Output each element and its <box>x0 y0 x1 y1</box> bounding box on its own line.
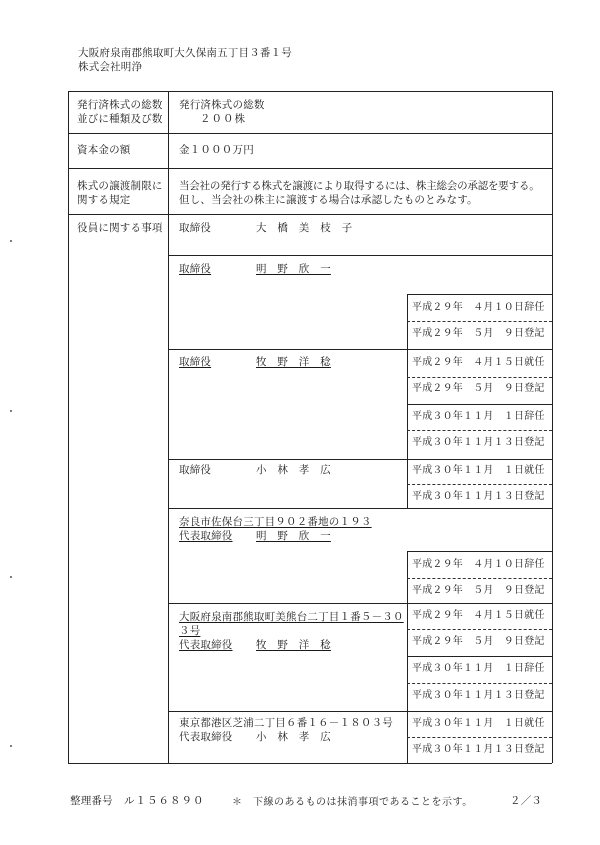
officer-title: 取締役 <box>179 464 212 476</box>
representative-address: 東京都港区芝浦二丁目６番１６－１８０３号 <box>179 717 393 729</box>
shares-label-line2: 並びに種類及び数 <box>77 113 163 125</box>
capital-value: 金１０００万円 <box>179 144 254 156</box>
scan-speck <box>10 745 12 747</box>
representative-title: 代表取締役 <box>179 731 233 743</box>
officer-date: 平成２９年 ４月１０日辞任 <box>412 302 545 313</box>
reference-number: ル１５６８９０ <box>124 795 205 807</box>
representative-name: 明 野 欣 一 <box>256 530 331 542</box>
officer-title: 取締役 <box>179 356 212 368</box>
representative-date: 平成２９年 ５月 ９日登記 <box>412 585 545 596</box>
officer-date: 平成２９年 ５月 ９日登記 <box>412 383 545 394</box>
company-name: 株式会社明浄 <box>78 61 143 73</box>
representative-date: 平成３０年１１月１３日登記 <box>412 744 545 755</box>
officer-title: 取締役 <box>179 222 212 234</box>
transfer-value-line2: 但し、当会社の株主に譲渡する場合は承認したものとみなす。 <box>179 194 478 206</box>
officer-name: 大 橋 美 枝 子 <box>256 222 353 234</box>
officer-date: 平成２９年 ４月１５日就任 <box>412 357 545 368</box>
representative-date: 平成３０年１１月 １日就任 <box>412 718 545 729</box>
officer-date: 平成３０年１１月１３日登記 <box>412 491 545 502</box>
officer-name: 小 林 孝 広 <box>256 464 331 476</box>
scan-speck <box>10 410 12 412</box>
representative-date: 平成２９年 ４月１５日就任 <box>412 610 545 621</box>
officer-date: 平成３０年１１月 １日就任 <box>412 465 545 476</box>
shares-label-line1: 発行済株式の総数 <box>77 99 163 111</box>
scan-speck <box>10 240 12 242</box>
representative-title: 代表取締役 <box>179 530 233 542</box>
strike-note: ＊ 下線のあるものは抹消事項であることを示す。 <box>232 797 473 808</box>
reference-label: 整理番号 <box>70 795 113 807</box>
representative-address-cont: ３号 <box>179 625 201 637</box>
officer-name: 牧 野 洋 稔 <box>256 356 331 368</box>
representative-title: 代表取締役 <box>179 639 233 651</box>
officer-date: 平成３０年１１月 １日辞任 <box>412 411 545 422</box>
shares-value-line2: ２００株 <box>200 113 246 125</box>
representative-date: 平成２９年 ５月 ９日登記 <box>412 636 545 647</box>
scan-speck <box>10 576 12 578</box>
officers-label: 役員に関する事項 <box>77 222 163 234</box>
company-address: 大阪府泉南郡熊取町大久保南五丁目３番１号 <box>78 47 292 59</box>
officer-title: 取締役 <box>179 263 212 275</box>
representative-address: 大阪府泉南郡熊取町美熊台二丁目１番５－３０ <box>179 611 404 623</box>
officer-name: 明 野 欣 一 <box>256 263 331 275</box>
officer-date: 平成３０年１１月１３日登記 <box>412 437 545 448</box>
representative-date: 平成３０年１１月１３日登記 <box>412 690 545 701</box>
page-number: ２／３ <box>510 795 543 807</box>
transfer-label-line1: 株式の譲渡制限に <box>77 180 163 192</box>
transfer-value-line1: 当会社の発行する株式を譲渡により取得するには、株主総会の承認を要する。 <box>179 180 540 192</box>
officer-date: 平成２９年 ５月 ９日登記 <box>412 328 545 339</box>
representative-name: 小 林 孝 広 <box>256 731 331 743</box>
capital-label: 資本金の額 <box>77 144 131 156</box>
representative-address: 奈良市佐保台三丁目９０２番地の１９３ <box>179 516 372 528</box>
representative-date: 平成２９年 ４月１０日辞任 <box>412 559 545 570</box>
transfer-label-line2: 関する規定 <box>77 194 131 206</box>
representative-date: 平成３０年１１月 １日辞任 <box>412 663 545 674</box>
shares-value-line1: 発行済株式の総数 <box>179 99 265 111</box>
representative-name: 牧 野 洋 稔 <box>256 639 331 651</box>
